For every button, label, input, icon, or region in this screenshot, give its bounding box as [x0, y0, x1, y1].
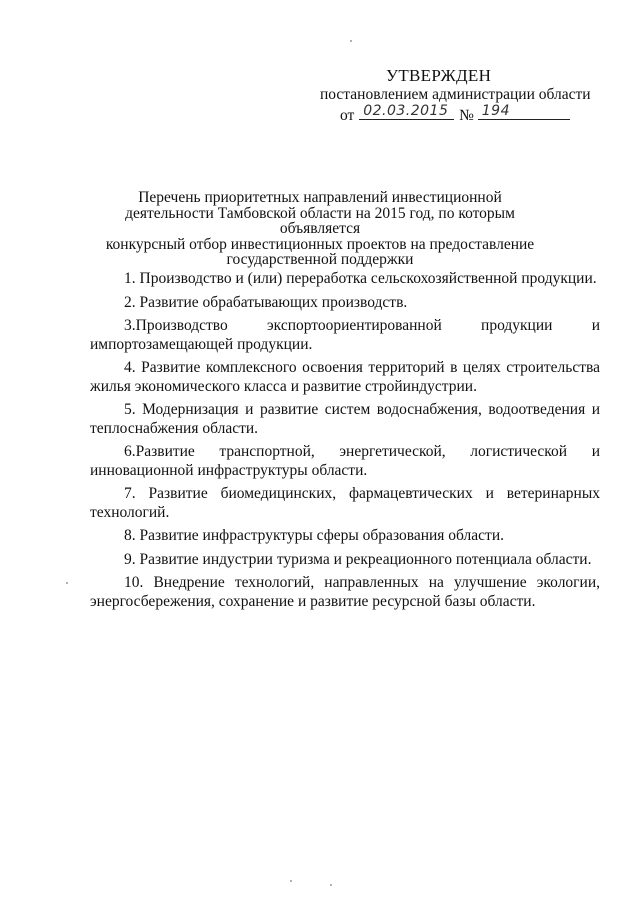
list-item: 7. Развитие биомедицинских, фармацевтических и ветеринарных технологий. — [90, 485, 600, 521]
scan-speck — [66, 582, 68, 584]
document-heading — [90, 190, 550, 268]
number-label: № — [459, 107, 474, 124]
approval-date-line — [340, 105, 570, 125]
heading-line: конкурсный отбор инвестиционных проектов на предоставление — [105, 235, 535, 253]
date-prefix: от — [340, 107, 355, 124]
list-item: 3.Производство экспортоориентированной продукции и импортозамещающей продукции. — [90, 317, 600, 353]
heading-line: государственной поддержки — [226, 251, 414, 268]
number-field — [478, 105, 570, 120]
heading-line: Перечень приоритетных направлений инвестиционной — [138, 189, 502, 206]
list-item: 10. Внедрение технологий, направленных на улучшение экологии, энергосбережения, сохранение и развитие ресурсной базы области. — [90, 574, 600, 610]
list-item: 5. Модернизация и развитие систем водоснабжения, водоотведения и теплоснабжения области. — [90, 401, 600, 437]
handwritten-number: 194 — [481, 103, 510, 119]
list-item: 9. Развитие индустрии туризма и рекреационного потенциала области. — [124, 550, 592, 568]
scan-speck — [350, 40, 352, 42]
approval-title: УТВЕРЖДЕН — [386, 66, 492, 85]
list-item: 2. Развитие обрабатывающих производств. — [124, 293, 408, 311]
priority-list — [90, 270, 600, 616]
scan-speck — [290, 880, 292, 882]
date-field — [359, 105, 454, 120]
scan-speck — [330, 884, 332, 886]
list-item: 6.Развитие транспортной, энергетической, логистической и инновационной инфраструктуры области. — [90, 443, 600, 479]
list-item: 1. Производство и (или) переработка сельскохозяйственной продукции. — [124, 270, 597, 287]
list-item: 8. Развитие инфраструктуры сферы образования области. — [124, 527, 504, 544]
approval-authority: постановлением администрации области — [320, 86, 591, 103]
handwritten-date: 02.03.2015 — [363, 103, 449, 119]
heading-line: деятельности Тамбовской области на 2015 год, по которым объявляется — [125, 204, 515, 237]
list-item: 4. Развитие комплексного освоения территорий в целях строительства жилья экономического класса и развитие стройиндустрии. — [90, 359, 600, 395]
